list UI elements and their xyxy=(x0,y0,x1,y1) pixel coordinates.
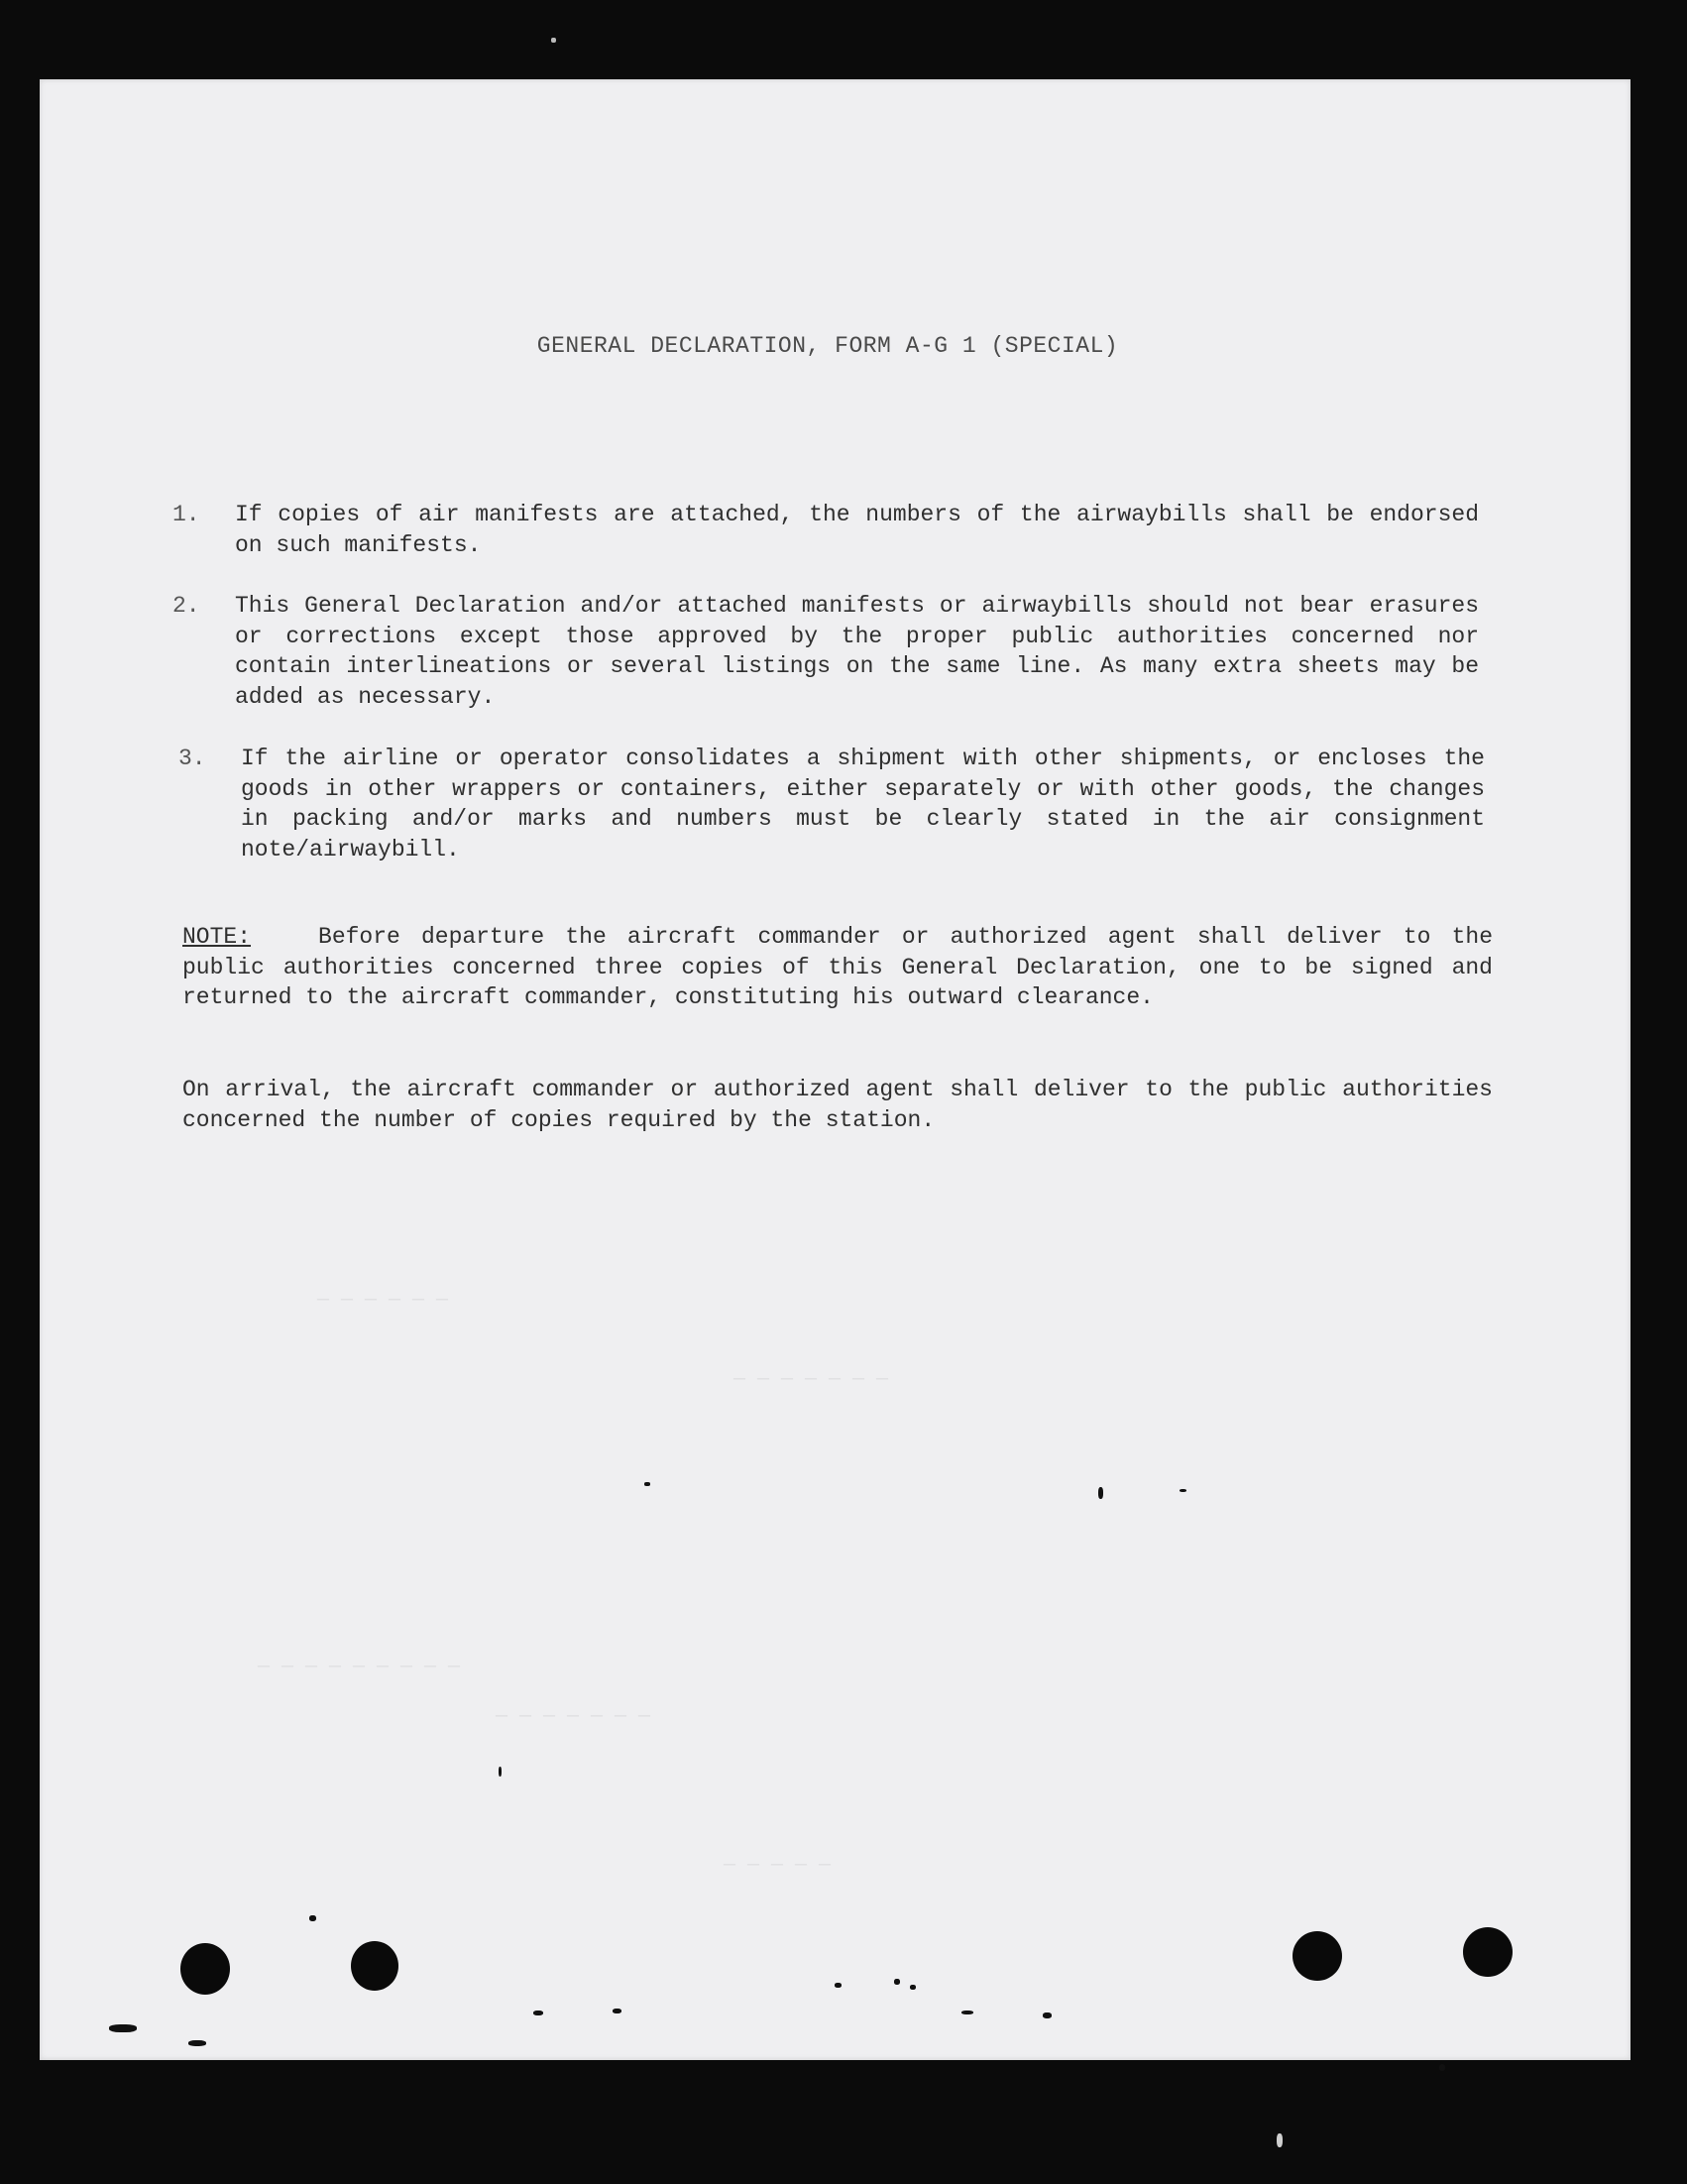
item-number: 3. xyxy=(178,746,206,771)
speck xyxy=(894,1979,900,1985)
speck xyxy=(533,2011,543,2015)
arrival-paragraph: On arrival, the aircraft commander or authorized agent shall deliver to the public authorities concerned the number of copies required by the station. xyxy=(182,1077,1493,1133)
page-title: GENERAL DECLARATION, FORM A-G 1 (SPECIAL) xyxy=(536,333,1119,359)
bleed-through-mark: — — — — — — xyxy=(317,1289,449,1312)
item-text: If copies of air manifests are attached, the numbers of the airwaybills shall be endorsed on such manifests. xyxy=(235,502,1479,558)
item-number: 1. xyxy=(172,502,200,527)
speck xyxy=(1043,2012,1052,2018)
bleed-through-mark: — — — — — — — xyxy=(496,1705,651,1728)
bleed-through-mark: — — — — — xyxy=(724,1854,832,1877)
speck xyxy=(1180,1489,1186,1492)
speck xyxy=(613,2009,621,2013)
item-text: If the airline or operator consolidates a shipment with other shipments, or encloses the goods in other wrappers or containers, either separately or with other goods, the changes in packing and/or marks and numbers must be clearly stated in the air consignment note/airwaybill. xyxy=(241,746,1485,862)
speck xyxy=(1439,2064,1445,2071)
punch-hole xyxy=(1463,1927,1513,1977)
punch-hole xyxy=(351,1941,398,1991)
item-number: 2. xyxy=(172,593,200,619)
item-text: This General Declaration and/or attached manifests or airwaybills should not bear erasures or corrections except those approved by the proper public authorities concerned nor contain interlineations or several listings on the same line. As many extra sheets may be added as necessary. xyxy=(235,593,1479,710)
bleed-through-mark: — — — — — — — — — xyxy=(258,1656,461,1678)
speck xyxy=(644,1482,650,1486)
speck xyxy=(1277,2133,1283,2147)
speck xyxy=(551,38,556,43)
note-paragraph xyxy=(182,922,1493,1013)
bleed-through-mark: — — — — — — — xyxy=(733,1368,889,1391)
speck xyxy=(188,2040,206,2046)
speck xyxy=(1098,1487,1103,1499)
document-page xyxy=(40,79,1631,2060)
note-label: NOTE: xyxy=(182,924,252,950)
speck xyxy=(910,1985,916,1990)
note-text: Before departure the aircraft commander or authorized agent shall deliver to the public authorities concerned three copies of this General Declaration, one to be signed and returned to the aircraft commander, constituting his outward clearance. xyxy=(182,924,1493,1010)
speck xyxy=(961,2011,973,2014)
punch-hole xyxy=(180,1943,230,1995)
punch-hole xyxy=(1293,1931,1342,1981)
speck xyxy=(309,1915,316,1921)
speck xyxy=(109,2024,137,2032)
speck xyxy=(499,1767,502,1777)
speck xyxy=(835,1983,842,1988)
